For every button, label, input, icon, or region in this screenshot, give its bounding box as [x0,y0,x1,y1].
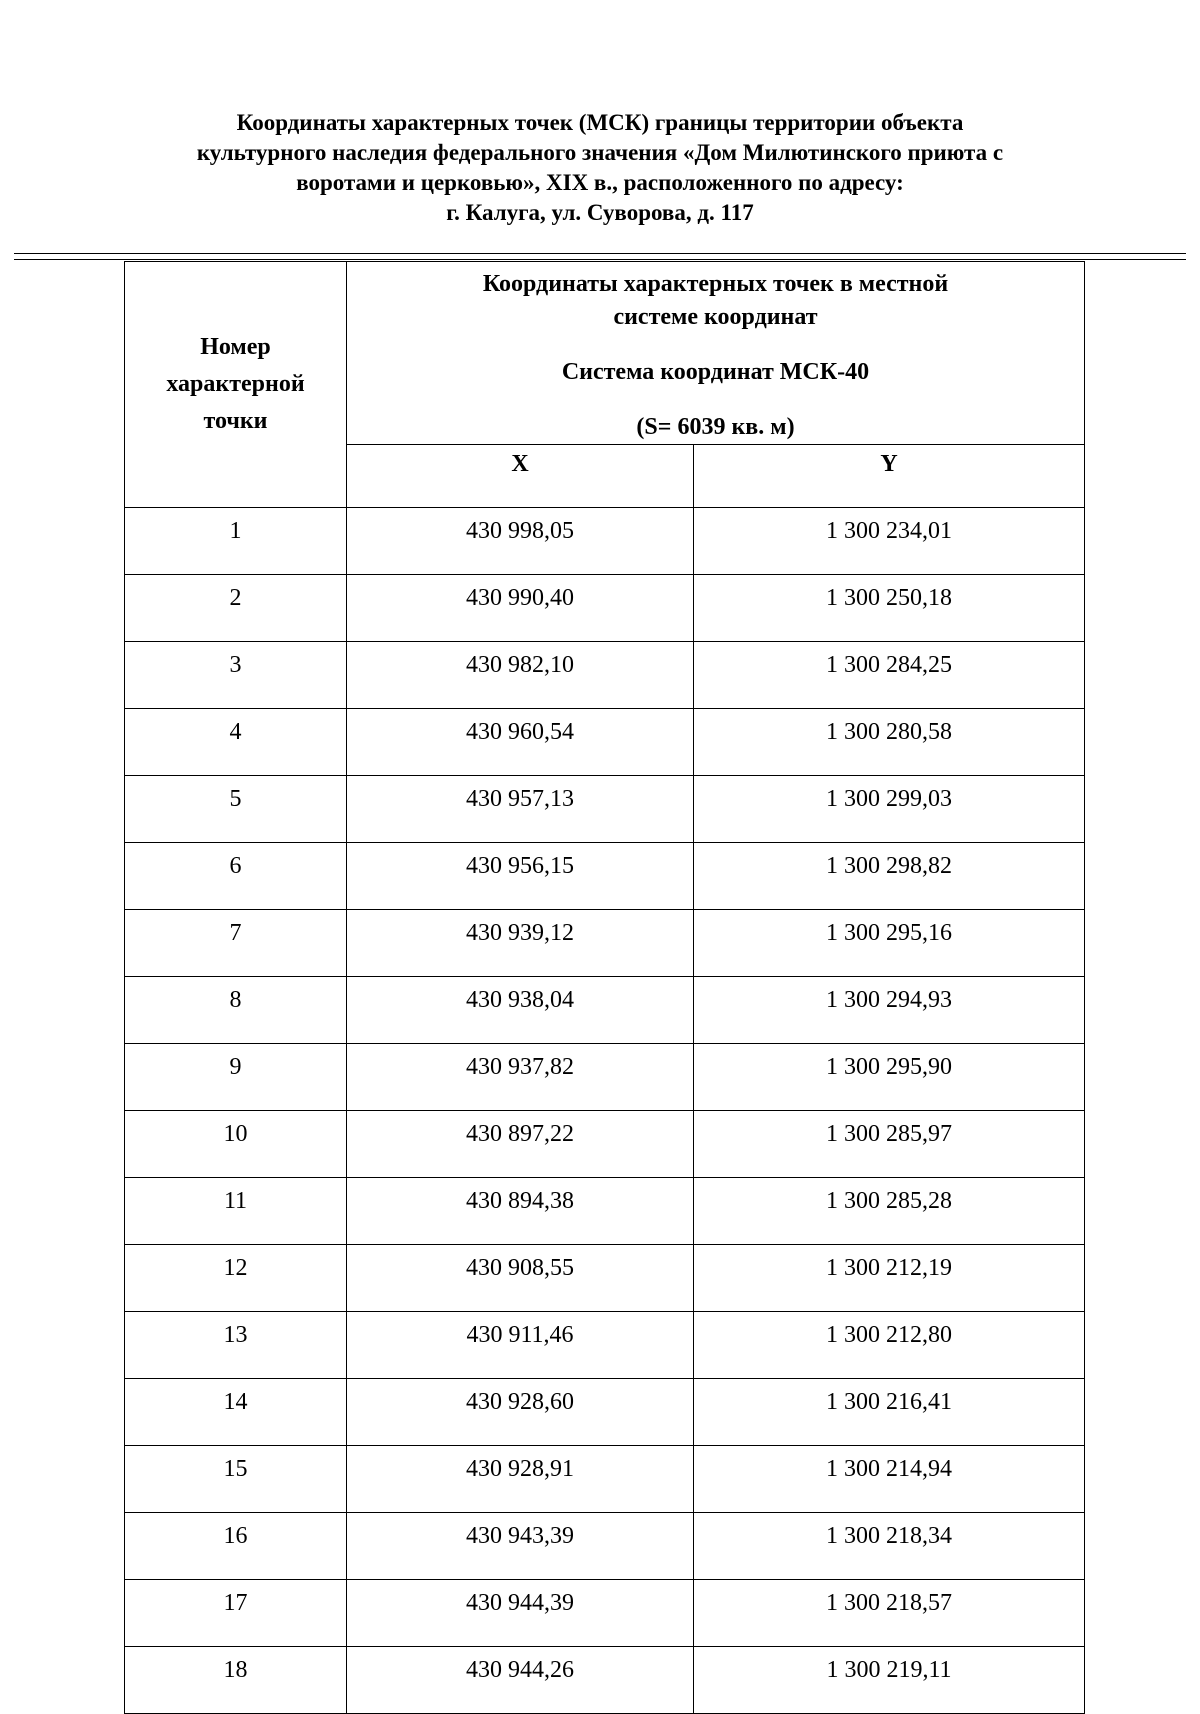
y-coordinate-cell: 1 300 284,25 [694,642,1085,709]
header-coordinates-group [347,262,1085,445]
table-row [125,977,1085,1044]
x-coordinate-cell: 430 943,39 [347,1513,694,1580]
header-group-title-line-2: системе координат [613,304,818,330]
y-coordinate-cell: 1 300 285,28 [694,1178,1085,1245]
y-coordinate-cell: 1 300 295,90 [694,1044,1085,1111]
table-row [125,1044,1085,1111]
point-number-cell: 1 [125,508,347,575]
point-number-cell: 11 [125,1178,347,1245]
x-coordinate-cell: 430 990,40 [347,575,694,642]
x-coordinate-cell: 430 928,60 [347,1379,694,1446]
header-point-number [125,262,347,508]
point-number-cell: 8 [125,977,347,1044]
coordinates-table [124,261,1085,1714]
x-coordinate-cell: 430 937,82 [347,1044,694,1111]
x-coordinate-cell: 430 998,05 [347,508,694,575]
y-coordinate-cell: 1 300 295,16 [694,910,1085,977]
y-coordinate-cell: 1 300 298,82 [694,843,1085,910]
title-divider-bottom [14,259,1186,260]
point-number-cell: 14 [125,1379,347,1446]
x-coordinate-cell: 430 928,91 [347,1446,694,1513]
x-coordinate-cell: 430 956,15 [347,843,694,910]
table-row [125,1178,1085,1245]
table-row [125,1245,1085,1312]
point-number-cell: 6 [125,843,347,910]
x-coordinate-cell: 430 957,13 [347,776,694,843]
table-row [125,1111,1085,1178]
y-coordinate-cell: 1 300 285,97 [694,1111,1085,1178]
point-number-cell: 12 [125,1245,347,1312]
header-point-number-line-3: точки [203,408,268,434]
table-row [125,1312,1085,1379]
table-row [125,910,1085,977]
x-coordinate-cell: 430 944,26 [347,1647,694,1714]
table-row [125,508,1085,575]
table-header-row [125,262,1085,445]
header-x: X [347,445,694,508]
table-row [125,575,1085,642]
point-number-cell: 13 [125,1312,347,1379]
y-coordinate-cell: 1 300 212,80 [694,1312,1085,1379]
title-line-3: воротами и церковью», XIX в., расположенного по адресу: [296,170,904,195]
title-line-2: культурного наследия федерального значения «Дом Милютинского приюта с [196,140,1004,165]
point-number-cell: 16 [125,1513,347,1580]
x-coordinate-cell: 430 911,46 [347,1312,694,1379]
y-coordinate-cell: 1 300 234,01 [694,508,1085,575]
y-coordinate-cell: 1 300 299,03 [694,776,1085,843]
header-group-title-line-1: Координаты характерных точек в местной [482,271,949,297]
point-number-cell: 10 [125,1111,347,1178]
table-body [125,508,1085,1714]
point-number-cell: 3 [125,642,347,709]
point-number-cell: 7 [125,910,347,977]
point-number-cell: 4 [125,709,347,776]
table-row [125,1446,1085,1513]
x-coordinate-cell: 430 939,12 [347,910,694,977]
table-row [125,642,1085,709]
table-row [125,776,1085,843]
table-row [125,1513,1085,1580]
table-row [125,709,1085,776]
point-number-cell: 9 [125,1044,347,1111]
y-coordinate-cell: 1 300 216,41 [694,1379,1085,1446]
header-coordinate-system: Система координат МСК-40 [561,359,870,385]
header-point-number-line-1: Номер [200,334,271,360]
title-line-1: Координаты характерных точек (МСК) границы территории объекта [236,110,964,135]
table-row [125,1647,1085,1714]
point-number-cell: 17 [125,1580,347,1647]
table-row [125,843,1085,910]
y-coordinate-cell: 1 300 294,93 [694,977,1085,1044]
point-number-cell: 5 [125,776,347,843]
header-area: (S= 6039 кв. м) [636,414,795,440]
x-coordinate-cell: 430 894,38 [347,1178,694,1245]
x-coordinate-cell: 430 944,39 [347,1580,694,1647]
x-coordinate-cell: 430 897,22 [347,1111,694,1178]
y-coordinate-cell: 1 300 280,58 [694,709,1085,776]
y-coordinate-cell: 1 300 250,18 [694,575,1085,642]
header-y: Y [694,445,1085,508]
y-coordinate-cell: 1 300 218,34 [694,1513,1085,1580]
point-number-cell: 15 [125,1446,347,1513]
title-divider-top [14,253,1186,254]
y-coordinate-cell: 1 300 219,11 [694,1647,1085,1714]
y-coordinate-cell: 1 300 218,57 [694,1580,1085,1647]
title-line-4: г. Калуга, ул. Суворова, д. 117 [446,200,754,225]
header-point-number-line-2: характерной [166,371,305,397]
point-number-cell: 18 [125,1647,347,1714]
x-coordinate-cell: 430 908,55 [347,1245,694,1312]
table-row [125,1379,1085,1446]
point-number-cell: 2 [125,575,347,642]
y-coordinate-cell: 1 300 214,94 [694,1446,1085,1513]
x-coordinate-cell: 430 938,04 [347,977,694,1044]
y-coordinate-cell: 1 300 212,19 [694,1245,1085,1312]
x-coordinate-cell: 430 982,10 [347,642,694,709]
document-title [100,108,1100,228]
x-coordinate-cell: 430 960,54 [347,709,694,776]
table-row [125,1580,1085,1647]
